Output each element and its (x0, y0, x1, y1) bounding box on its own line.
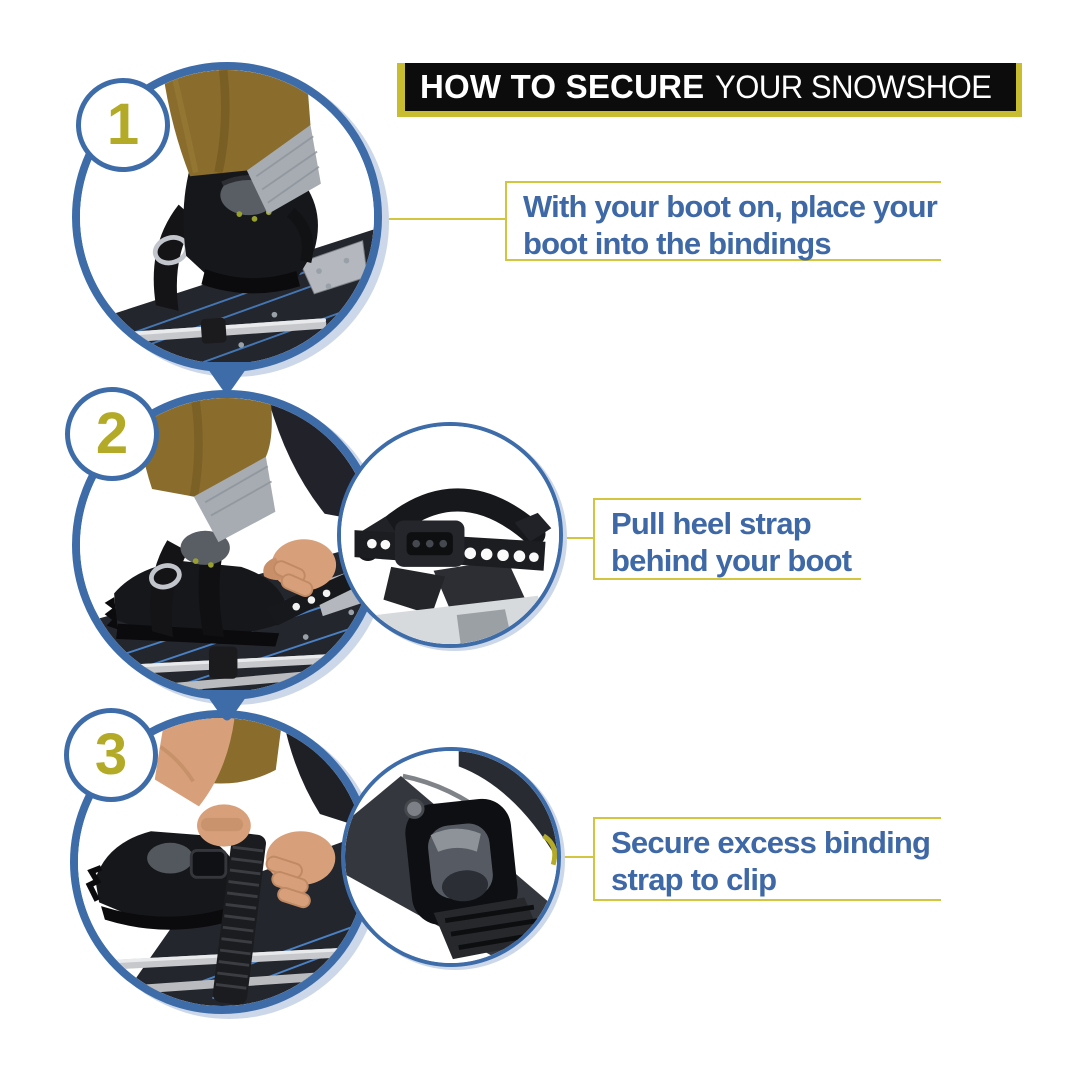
heel-strap-closeup-photo (341, 426, 559, 644)
step2-detail-circle (337, 422, 563, 648)
step2-callout (593, 498, 861, 580)
step2-arrow-down-icon (203, 690, 251, 724)
step3-number-badge (64, 708, 158, 802)
header-bar (405, 63, 1016, 111)
step1-connector-line (382, 218, 505, 220)
step2-number-badge (65, 387, 159, 481)
step3-detail-circle (341, 747, 561, 967)
step1-arrow-down-icon (203, 362, 251, 396)
step1-text-line1: With your boot on, place your (523, 189, 937, 224)
step1-text-line2: boot into the bindings (523, 226, 831, 261)
step2-number: 2 (95, 401, 129, 466)
step1-callout (505, 181, 941, 261)
step3-text-line2: strap to clip (611, 862, 777, 897)
step1-number-badge (76, 78, 170, 172)
step3-number: 3 (94, 722, 128, 787)
step1-number: 1 (106, 92, 140, 157)
step2-connector-line (558, 537, 593, 539)
header-title-strong: HOW TO SECURE (420, 68, 705, 105)
header-title-regular: YOUR SNOWSHOE (715, 68, 992, 105)
step3-text-line1: Secure excess binding (611, 825, 931, 860)
strap-clip-closeup-photo (345, 751, 557, 963)
step2-text-line2: behind your boot (611, 543, 852, 578)
step3-callout (593, 817, 941, 901)
step2-text-line1: Pull heel strap (611, 506, 811, 541)
